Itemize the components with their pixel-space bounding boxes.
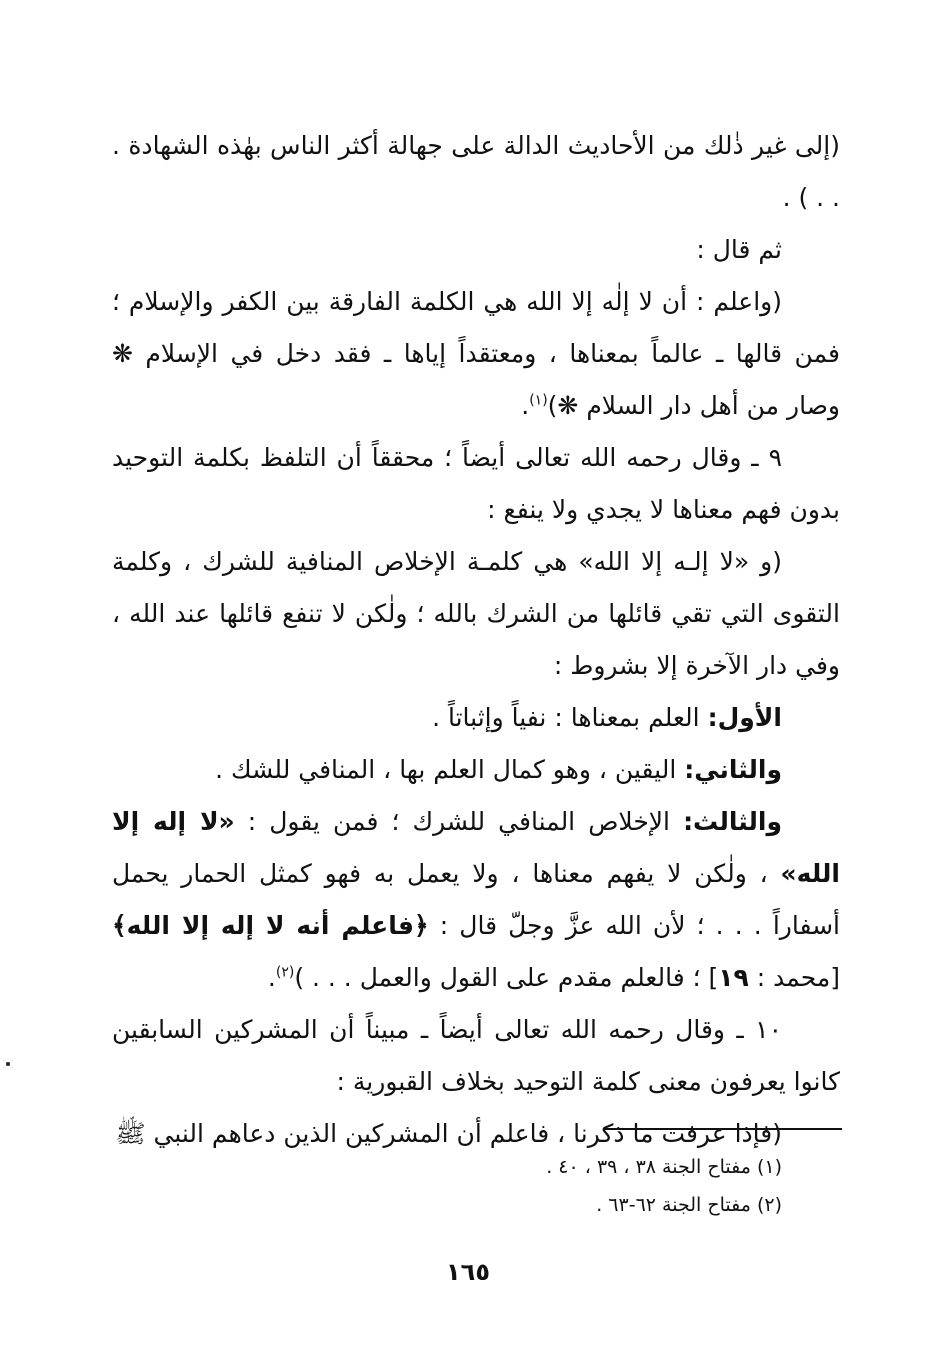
footnote-ref-2: (٢) [275, 964, 295, 981]
paragraph-3-text: (واعلم : أن لا إلٰه إلا الله هي الكلمة الفارقة بين الكفر والإسلام ؛ فمن قالها ـ عالماً بمعناها ، ومعتقداً إياها ـ فقد دخل في الإسلام ❋ وصار من أهل دار السلام ❋) [112, 287, 840, 420]
condition-label-first: الأول: [707, 703, 782, 732]
paragraph-1 [112, 120, 840, 224]
paragraph-9-text: ١٠ ـ وقال رحمه الله تعالى أيضاً ـ مبيناً أن المشركين السابقين كانوا يعرفون معنى كلمة التوحيد بخلاف القبورية : [112, 1015, 840, 1096]
main-text [112, 120, 840, 1160]
paragraph-3-end: . [521, 391, 530, 420]
scan-speck [6, 1062, 10, 1066]
verse-number: ١٩ [718, 963, 749, 992]
paragraph-2 [112, 224, 840, 276]
condition-label-third: والثالث: [683, 807, 783, 836]
paragraph-8 [112, 796, 840, 1004]
paragraph-3 [112, 276, 840, 432]
paragraph-9 [112, 1004, 840, 1108]
paragraph-8-text-c: [محمد : [748, 963, 840, 992]
footnote-divider [604, 1128, 842, 1130]
paragraph-7 [112, 744, 840, 796]
quran-verse: ﴿فاعلم أنه لا إله إلا الله﴾ [112, 911, 429, 940]
paragraph-8-end: . [267, 963, 276, 992]
condition-label-second: والثاني: [684, 755, 782, 784]
page-number: ١٦٥ [446, 1258, 490, 1286]
paragraph-7-text: اليقين ، وهو كمال العلم بها ، المنافي للشك . [215, 755, 685, 784]
footnote-ref-1: (١) [529, 392, 548, 409]
paragraph-10-text: (فإذا عرفت ما ذكرنا ، فاعلم أن المشركين الذين دعاهم النبي ﷺ [115, 1119, 782, 1148]
footnote-1: (١) مفتاح الجنة ٣٨ ، ٣٩ ، ٤٠ . [546, 1156, 782, 1178]
paragraph-6 [112, 692, 840, 744]
paragraph-6-text: العلم بمعناها : نفياً وإثباتاً . [432, 703, 708, 732]
paragraph-8-text-d: ] ؛ فالعلم مقدم على القول والعمل . . . ) [294, 963, 719, 992]
paragraph-5-text: (و «لا إلـه إلا الله» هي كلمـة الإخلاص المنافية للشرك ، وكلمة التقوى التي تقي قائلها من الشرك بالله ؛ ولٰكن لا تنفع قائلها عند الله ، وفي دار الآخرة إلا بشروط : [112, 547, 840, 680]
footnotes [400, 1148, 782, 1224]
shahada-quote: «لا إله إلا الله» [112, 807, 840, 888]
paragraph-4 [112, 432, 840, 536]
paragraph-5 [112, 536, 840, 692]
paragraph-2-text: ثم قال : [696, 235, 782, 264]
paragraph-8-text-b: ، ولٰكن لا يفهم معناها ، ولا يعمل به فهو كمثل الحمار يحمل أسفاراً . . . ؛ لأن الله عزَّ وجلّ قال : [112, 859, 840, 940]
paragraph-4-text: ٩ ـ وقال رحمه الله تعالى أيضاً ؛ محققاً أن التلفظ بكلمة التوحيد بدون فهم معناها لا يجدي ولا ينفع : [112, 443, 840, 524]
paragraph-1-text: (إلى غير ذٰلك من الأحاديث الدالة على جهالة أكثر الناس بهٰذه الشهادة . . . ) . [112, 131, 840, 212]
paragraph-8-text-a: الإخلاص المنافي للشرك ؛ فمن يقول : [234, 807, 684, 836]
footnote-2: (٢) مفتاح الجنة ٦٢-٦٣ . [596, 1194, 782, 1216]
